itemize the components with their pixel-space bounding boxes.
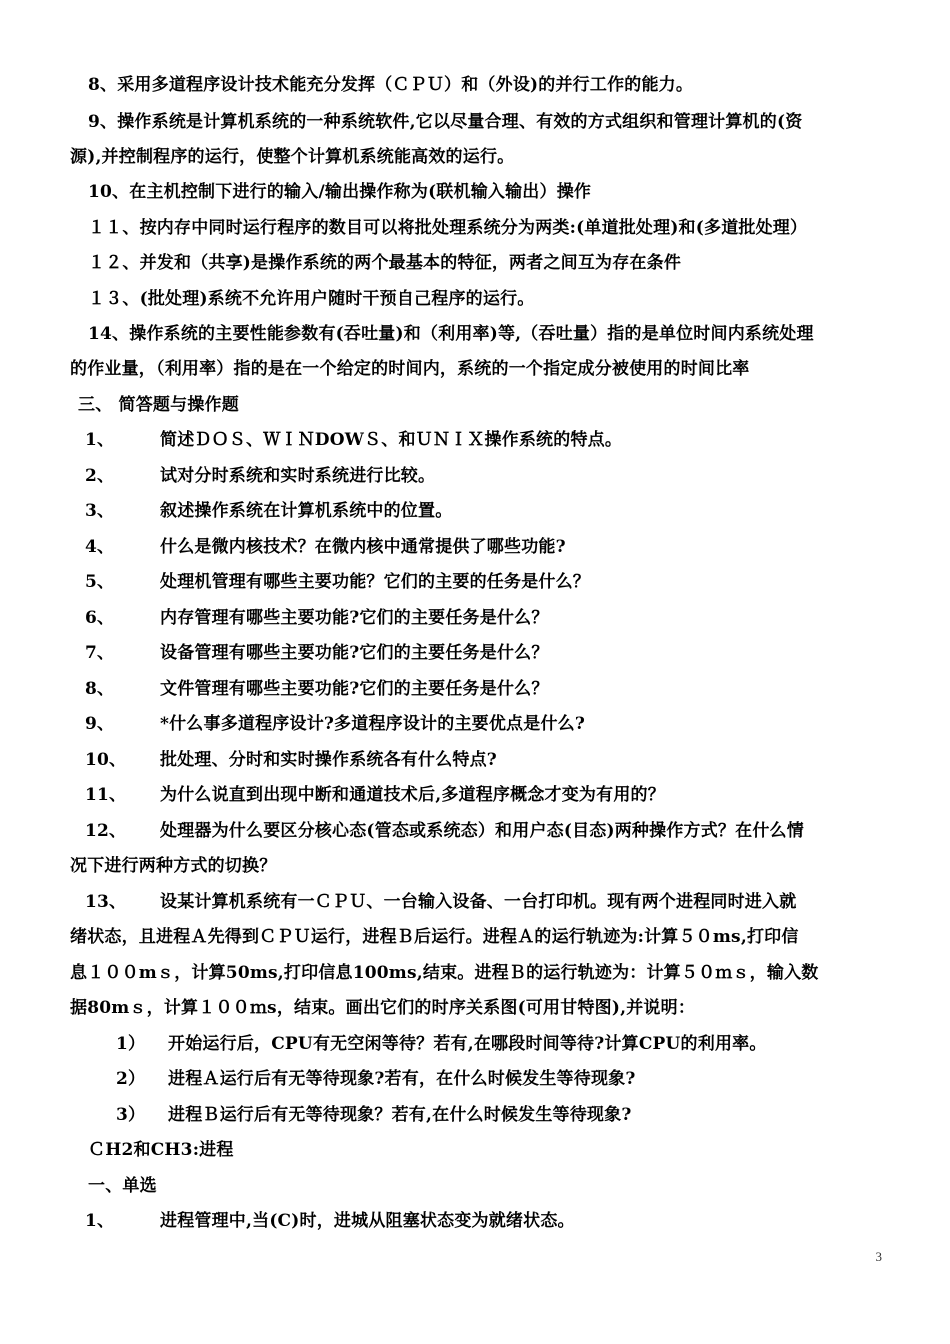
question-number: 12、 xyxy=(85,821,127,841)
question-item xyxy=(85,749,900,771)
question-12-continuation: 况下进行两种方式的切换？ xyxy=(70,856,277,876)
sub-question-item xyxy=(116,1033,931,1055)
page-number: 3 xyxy=(875,1249,882,1264)
question-text: *什么事多道程序设计?多道程序设计的主要优点是什么? xyxy=(160,714,586,734)
fill-item-13: １３、(批处理)系统不允许用户随时干预自己程序的运行。 xyxy=(88,289,535,309)
fill-item-10: 10、在主机控制下进行的输入/输出操作称为(联机输入输出）操作 xyxy=(88,182,592,202)
question-number: 4、 xyxy=(85,537,115,557)
question-text: 设备管理有哪些主要功能?它们的主要任务是什么？ xyxy=(160,643,549,663)
question-number: 8、 xyxy=(85,679,115,699)
section-heading-3: 三、 简答题与操作题 xyxy=(78,395,239,415)
section-heading-1: 一、单选 xyxy=(88,1176,157,1196)
question-item xyxy=(85,1210,900,1232)
question-13-line2: 绪状态，且进程Ａ先得到ＣＰＵ运行，进程Ｂ后运行。进程Ａ的运行轨迹为:计算５０ms,打印信 xyxy=(70,927,799,947)
sub-question-text: 进程Ｂ运行后有无等待现象？若有,在什么时候发生等待现象? xyxy=(168,1105,632,1125)
question-text: 试对分时系统和实时系统进行比较。 xyxy=(160,466,436,486)
fill-item-11: １１、按内存中同时运行程序的数目可以将批处理系统分为两类:(单道批处理)和(多道批处理） xyxy=(88,218,808,238)
question-number: 11、 xyxy=(85,785,127,805)
question-number: 1、 xyxy=(85,430,115,450)
sub-question-text: 进程Ａ运行后有无等待现象?若有，在什么时候发生等待现象? xyxy=(168,1069,636,1089)
question-text: 什么是微内核技术？在微内核中通常提供了哪些功能? xyxy=(160,537,566,557)
sub-question-text: 开始运行后，CPU有无空闲等待？若有,在哪段时间等待?计算CPU的利用率。 xyxy=(168,1034,767,1054)
sub-question-item xyxy=(116,1068,931,1090)
question-text: 处理机管理有哪些主要功能？它们的主要的任务是什么？ xyxy=(160,572,590,592)
fill-item-9-line1: 9、操作系统是计算机系统的一种系统软件,它以尽量合理、有效的方式组织和管理计算机的(资 xyxy=(88,112,803,132)
question-13-line3: 息１００mｓ，计算50ms,打印信息100ms,结束。进程Ｂ的运行轨迹为：计算５０ｍｓ，输入数 xyxy=(70,963,819,983)
question-item xyxy=(85,500,900,522)
question-text: 叙述操作系统在计算机系统中的位置。 xyxy=(160,501,453,521)
question-text: 文件管理有哪些主要功能?它们的主要任务是什么？ xyxy=(160,679,549,699)
fill-item-12: １２、并发和（共享)是操作系统的两个最基本的特征，两者之间互为存在条件 xyxy=(88,253,682,273)
sub-question-number: 2） xyxy=(116,1069,146,1089)
fill-item-14-line2: 的作业量，（利用率）指的是在一个给定的时间内，系统的一个指定成分被使用的时间比率 xyxy=(70,359,750,379)
question-item xyxy=(85,429,900,451)
question-text: 批处理、分时和实时操作系统各有什么特点? xyxy=(160,750,497,770)
question-number: 5、 xyxy=(85,572,115,592)
question-number: 6、 xyxy=(85,608,115,628)
fill-item-8: 8、采用多道程序设计技术能充分发挥（ＣＰＵ）和（外设)的并行工作的能力。 xyxy=(88,75,694,95)
question-item xyxy=(85,607,900,629)
question-item xyxy=(85,784,900,806)
question-item xyxy=(85,642,900,664)
question-item xyxy=(85,571,900,593)
question-item xyxy=(85,465,900,487)
question-number: 9、 xyxy=(85,714,115,734)
question-number: 10、 xyxy=(85,750,127,770)
sub-question-item xyxy=(116,1104,931,1126)
question-text: 内存管理有哪些主要功能?它们的主要任务是什么？ xyxy=(160,608,549,628)
question-item xyxy=(85,536,900,558)
question-number: 7、 xyxy=(85,643,115,663)
question-item xyxy=(85,820,900,842)
question-text: 为什么说直到出现中断和通道技术后,多道程序概念才变为有用的？ xyxy=(160,785,665,805)
question-text: 设某计算机系统有一ＣＰＵ、一台输入设备、一台打印机。现有两个进程同时进入就 xyxy=(160,892,797,912)
question-text: 进程管理中,当(C)时，进城从阻塞状态变为就绪状态。 xyxy=(160,1211,575,1231)
fill-item-14-line1: 14、操作系统的主要性能参数有(吞吐量)和（利用率)等,（吞吐量）指的是单位时间内系统处理 xyxy=(88,324,814,344)
question-number: 2、 xyxy=(85,466,115,486)
question-number: 13、 xyxy=(85,892,127,912)
question-item xyxy=(85,713,900,735)
question-13-line1 xyxy=(85,891,900,913)
question-number: 1、 xyxy=(85,1211,115,1231)
sub-question-number: 3） xyxy=(116,1105,146,1125)
question-number: 3、 xyxy=(85,501,115,521)
question-text: 简述ＤＯＳ、ＷＩＮDOWＳ、和ＵＮＩＸ操作系统的特点。 xyxy=(160,430,623,450)
question-item xyxy=(85,678,900,700)
chapter-heading: ＣH2和CH3:进程 xyxy=(88,1140,234,1160)
fill-item-9-line2: 源),并控制程序的运行，使整个计算机系统能高效的运行。 xyxy=(70,147,515,167)
question-13-line4: 据80mｓ，计算１００ｍs，结束。画出它们的时序关系图(可用甘特图),并说明： xyxy=(70,998,696,1018)
sub-question-number: 1） xyxy=(116,1034,146,1054)
question-text: 处理器为什么要区分核心态(管态或系统态）和用户态(目态)两种操作方式？在什么情 xyxy=(160,821,804,841)
